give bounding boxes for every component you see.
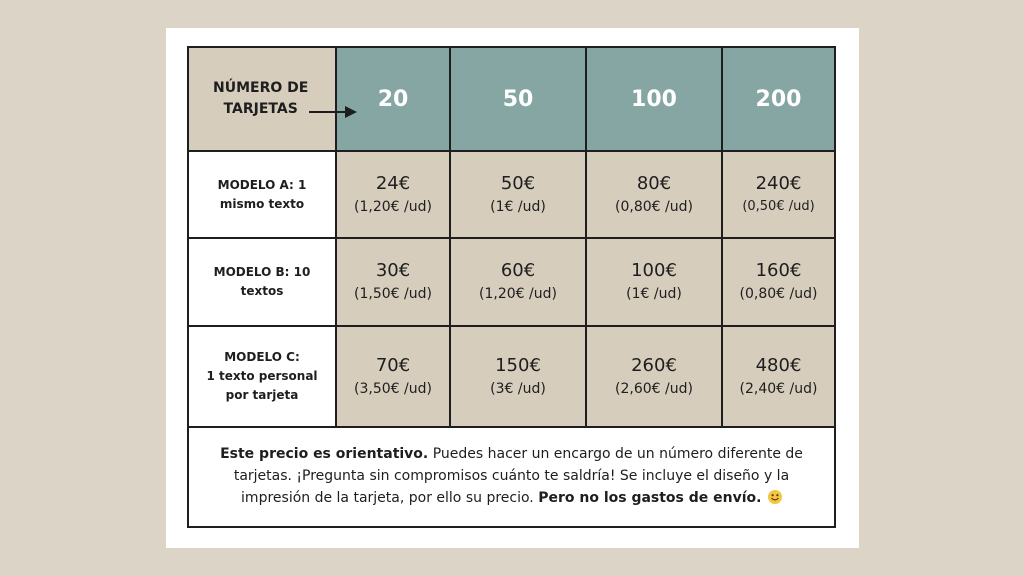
price-total: 150€ [495,354,541,376]
price-total: 480€ [755,354,802,376]
price-cell [723,239,834,327]
price-total: 100€ [631,260,677,281]
price-table [187,46,836,528]
price-cell [587,327,723,428]
model-c-line-3: por tarjeta [225,388,299,402]
pricing-note [189,428,834,524]
price-per-unit: (2,60€ /ud) [615,380,693,397]
price-per-unit: (2,40€ /ud) [739,380,818,397]
model-a-label [189,152,337,239]
quantity-50: 50 [451,48,587,152]
model-b-line-2: textos [240,284,284,298]
price-total: 240€ [755,172,802,194]
price-cell [451,152,587,239]
smiley-icon [768,490,782,504]
label-line-1: NÚMERO DE [213,80,309,96]
price-per-unit: (0,80€ /ud) [615,198,693,215]
model-c-line-1: MODELO C: [224,350,300,364]
model-c-line-2: 1 texto personal [206,369,318,383]
price-cell [337,327,451,428]
price-per-unit: (0,80€ /ud) [739,286,818,302]
note-bold-start: Este precio es orientativo. [220,446,429,462]
note-body: Puedes hacer un encargo de un número diferente de tarjetas. ¡Pregunta sin compromisos cuánto te saldría! Se incluye el diseño y la impresión de la tarjeta, por ello su precio. [233,446,803,506]
price-per-unit: (0,50€ /ud) [742,198,815,214]
price-cell [451,327,587,428]
price-total: 260€ [631,354,677,376]
quantity-100: 100 [587,48,723,152]
price-total: 80€ [636,172,672,194]
price-total: 160€ [755,260,802,281]
price-cell [587,152,723,239]
price-per-unit: (1€ /ud) [626,286,682,302]
price-total: 24€ [375,172,411,194]
model-c-label [189,327,337,428]
price-cell [337,239,451,327]
price-total: 50€ [500,172,536,194]
price-per-unit: (1,20€ /ud) [354,198,432,215]
model-b-label [189,239,337,327]
price-per-unit: (1,20€ /ud) [479,286,557,302]
model-b-line-1: MODELO B: 10 [213,265,311,279]
quantity-200: 200 [723,48,834,152]
label-line-2: TARJETAS [223,101,298,117]
model-a-line-1: MODELO A: 1 [217,177,307,192]
price-total: 70€ [375,354,411,376]
price-cell [337,152,451,239]
price-per-unit: (3,50€ /ud) [354,380,432,397]
price-total: 60€ [500,260,536,281]
price-cell [587,239,723,327]
quantity-20: 20 [337,48,451,152]
quantity-header-label [189,48,337,152]
price-cell [451,239,587,327]
price-cell [723,327,834,428]
price-per-unit: (1€ /ud) [490,198,546,215]
arrow-right-icon [309,105,357,119]
price-per-unit: (3€ /ud) [490,380,546,397]
price-cell [723,152,834,239]
note-bold-end: Pero no los gastos de envío. [538,490,762,506]
model-a-line-2: mismo texto [219,196,305,211]
price-total: 30€ [375,260,411,281]
price-per-unit: (1,50€ /ud) [354,286,432,302]
